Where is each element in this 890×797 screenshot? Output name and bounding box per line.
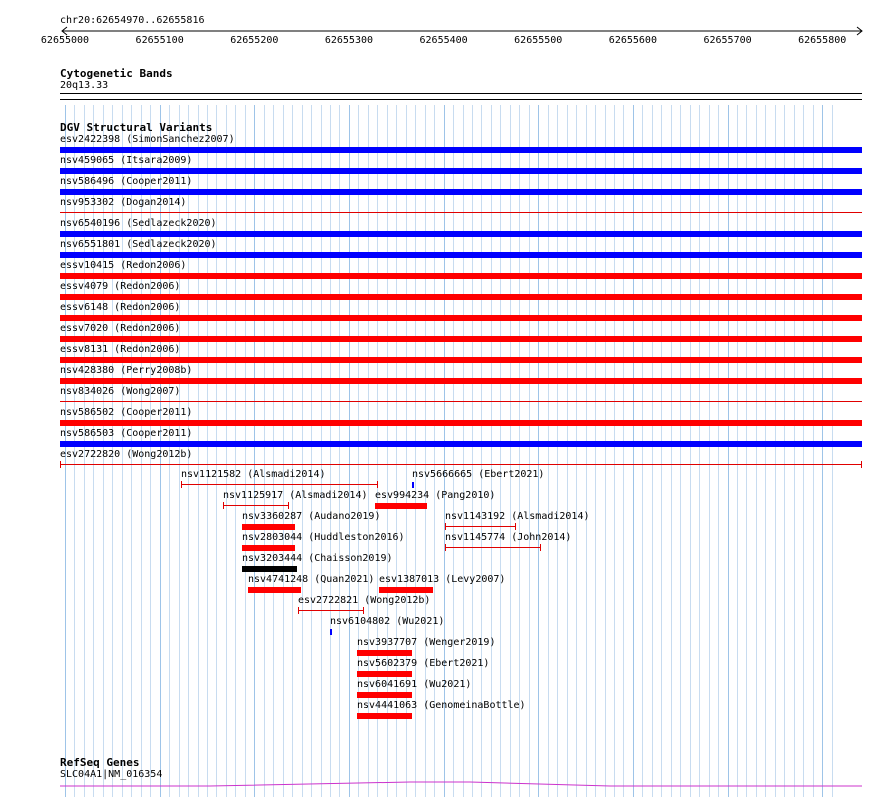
dgv-variant-bar[interactable] bbox=[60, 294, 862, 300]
dgv-variant-bar[interactable] bbox=[60, 357, 862, 363]
dgv-variant-label: nsv834026 (Wong2007) bbox=[60, 386, 181, 397]
ruler-tick-label: 62655200 bbox=[230, 35, 279, 46]
dgv-variant-label: nsv6551801 (Sedlazeck2020) bbox=[60, 239, 217, 250]
refseq-gene-model[interactable] bbox=[0, 776, 890, 790]
dgv-variant-label: esv1387013 (Levy2007) bbox=[379, 574, 506, 585]
refseq-gene-label: SLC04A1|NM_016354 bbox=[60, 769, 163, 780]
dgv-variant-label: nsv586503 (Cooper2011) bbox=[60, 428, 193, 439]
dgv-variant-bar[interactable] bbox=[60, 212, 862, 213]
dgv-variant-bar[interactable] bbox=[357, 650, 412, 656]
dgv-variant-label: nsv3937707 (Wenger2019) bbox=[357, 637, 496, 648]
dgv-variant-bar[interactable] bbox=[181, 484, 378, 485]
dgv-variant-bar[interactable] bbox=[242, 545, 295, 551]
dgv-variant-label: essv10415 (Redon2006) bbox=[60, 260, 187, 271]
ruler-tick-label: 62655100 bbox=[135, 35, 184, 46]
dgv-variant-label: nsv3360287 (Audano2019) bbox=[242, 511, 381, 522]
dgv-variant-label: nsv4741248 (Quan2021) bbox=[248, 574, 375, 585]
ruler-location-label: chr20:62654970..62655816 bbox=[60, 15, 205, 26]
ruler-tick-label: 62655800 bbox=[798, 35, 847, 46]
dgv-variant-label: nsv1145774 (John2014) bbox=[445, 532, 572, 543]
dgv-variant-label: essv8131 (Redon2006) bbox=[60, 344, 181, 355]
dgv-variant-bar[interactable] bbox=[60, 252, 862, 258]
dgv-variant-bar[interactable] bbox=[60, 315, 862, 321]
dgv-variant-bar[interactable] bbox=[242, 566, 297, 572]
dgv-variant-label: nsv953302 (Dogan2014) bbox=[60, 197, 187, 208]
ruler-tick-label: 62655400 bbox=[419, 35, 468, 46]
cytoband-label: 20q13.33 bbox=[60, 80, 109, 91]
dgv-variant-label: nsv4441063 (GenomeinaBottle) bbox=[357, 700, 526, 711]
dgv-variant-label: nsv586496 (Cooper2011) bbox=[60, 176, 193, 187]
ruler-tick-label: 62655500 bbox=[514, 35, 563, 46]
dgv-variant-bar[interactable] bbox=[298, 610, 364, 611]
dgv-variant-bar[interactable] bbox=[445, 526, 516, 527]
dgv-variant-label: nsv428380 (Perry2008b) bbox=[60, 365, 193, 376]
dgv-variant-label: nsv1143192 (Alsmadi2014) bbox=[445, 511, 590, 522]
cytoband-ideogram-top[interactable] bbox=[60, 93, 862, 94]
dgv-variant-label: esv2422398 (SimonSanchez2007) bbox=[60, 134, 235, 145]
dgv-variant-bar[interactable] bbox=[60, 231, 862, 237]
dgv-variant-bar[interactable] bbox=[445, 547, 541, 548]
dgv-variant-bar[interactable] bbox=[248, 587, 301, 593]
dgv-variant-label: nsv6540196 (Sedlazeck2020) bbox=[60, 218, 217, 229]
dgv-variant-label: essv6148 (Redon2006) bbox=[60, 302, 181, 313]
dgv-variant-bar[interactable] bbox=[60, 441, 862, 447]
dgv-variant-bar[interactable] bbox=[242, 524, 295, 530]
dgv-variant-bar[interactable] bbox=[60, 464, 862, 465]
dgv-variant-bar[interactable] bbox=[60, 147, 862, 153]
dgv-variant-label: nsv459065 (Itsara2009) bbox=[60, 155, 193, 166]
dgv-variant-label: nsv3203444 (Chaisson2019) bbox=[242, 553, 393, 564]
dgv-variant-bar[interactable] bbox=[330, 629, 332, 635]
dgv-variant-bar[interactable] bbox=[60, 273, 862, 279]
dgv-variant-bar[interactable] bbox=[60, 401, 862, 402]
dgv-variant-label: esv2722820 (Wong2012b) bbox=[60, 449, 193, 460]
dgv-variant-bar[interactable] bbox=[412, 482, 414, 488]
dgv-variant-bar[interactable] bbox=[357, 692, 412, 698]
cytoband-track-title[interactable]: Cytogenetic Bands bbox=[60, 67, 173, 80]
dgv-variant-bar[interactable] bbox=[375, 503, 427, 509]
dgv-variant-bar[interactable] bbox=[357, 671, 412, 677]
dgv-variant-label: nsv5666665 (Ebert2021) bbox=[412, 469, 545, 480]
dgv-variant-bar[interactable] bbox=[60, 336, 862, 342]
dgv-variant-bar[interactable] bbox=[60, 420, 862, 426]
ruler-tick-label: 62655700 bbox=[703, 35, 752, 46]
dgv-variant-bar[interactable] bbox=[60, 378, 862, 384]
dgv-variant-bar[interactable] bbox=[60, 189, 862, 195]
dgv-variant-label: nsv6041691 (Wu2021) bbox=[357, 679, 472, 690]
dgv-variant-label: essv7020 (Redon2006) bbox=[60, 323, 181, 334]
cytoband-ideogram-bottom bbox=[60, 99, 862, 100]
dgv-variant-bar[interactable] bbox=[357, 713, 412, 719]
ruler-tick-label: 62655000 bbox=[40, 35, 90, 46]
dgv-variant-bar[interactable] bbox=[60, 168, 862, 174]
dgv-variant-label: nsv586502 (Cooper2011) bbox=[60, 407, 193, 418]
ruler-tick-label: 62655600 bbox=[608, 35, 657, 46]
refseq-track-title[interactable]: RefSeq Genes bbox=[60, 756, 140, 769]
dgv-variant-label: nsv1121582 (Alsmadi2014) bbox=[181, 469, 326, 480]
dgv-variant-label: esv994234 (Pang2010) bbox=[375, 490, 496, 501]
dgv-variant-label: essv4079 (Redon2006) bbox=[60, 281, 181, 292]
dgv-variant-label: nsv6104802 (Wu2021) bbox=[330, 616, 445, 627]
dgv-variant-label: nsv1125917 (Alsmadi2014) bbox=[223, 490, 368, 501]
dgv-variant-bar[interactable] bbox=[379, 587, 433, 593]
dgv-variant-label: esv2722821 (Wong2012b) bbox=[298, 595, 431, 606]
ruler-tick-label: 62655300 bbox=[324, 35, 374, 46]
dgv-variant-label: nsv5602379 (Ebert2021) bbox=[357, 658, 490, 669]
dgv-variant-label: nsv2803044 (Huddleston2016) bbox=[242, 532, 405, 543]
dgv-variant-bar[interactable] bbox=[223, 505, 289, 506]
dgv-track-title[interactable]: DGV Structural Variants bbox=[60, 121, 213, 134]
